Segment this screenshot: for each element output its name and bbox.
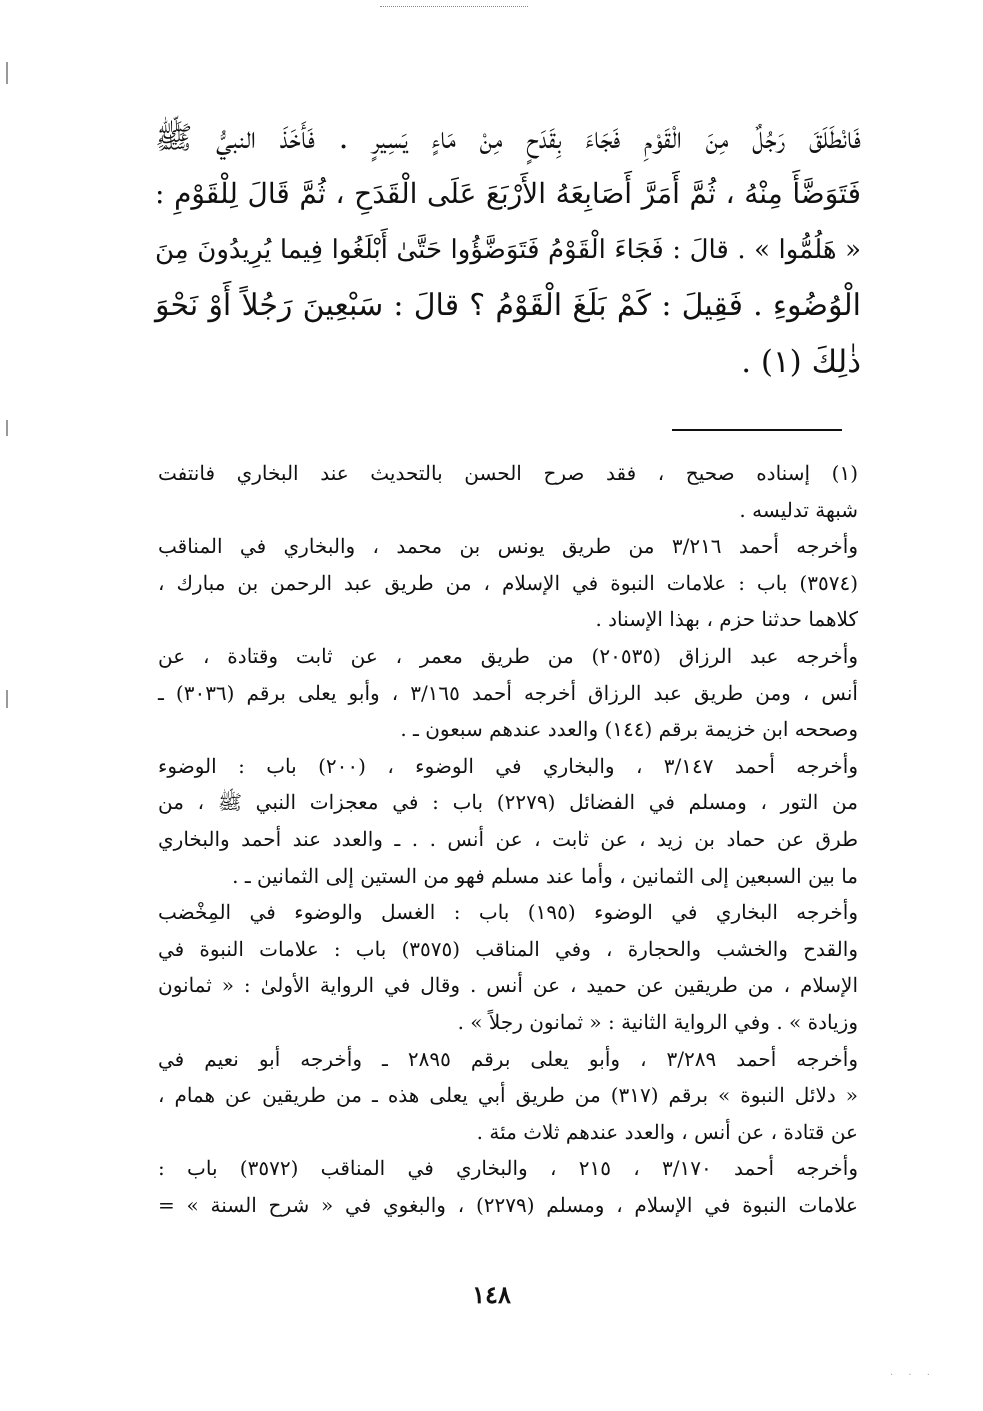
footnote-line: (٣٥٧٤) باب : علامات النبوة في الإسلام ، من طريق عبد الرحمن بن مبارك ، <box>158 570 858 595</box>
scan-edge-mark <box>6 62 8 84</box>
footnote-line: وزيادة » . وفي الرواية الثانية : « ثمانون رجلاً » . <box>457 1009 858 1034</box>
footnote-line: أنس ، ومن طريق عبد الرزاق أخرجه أحمد ٣/١٦٥ ، وأبو يعلى برقم (٣٠٣٦) ـ <box>158 680 858 705</box>
scan-edge-mark <box>6 420 8 436</box>
main-text-line: فَانْطَلَقَ رَجُلٌ مِنَ الْقَوْمِ فَجَاءَ بِقَدَحٍ مِنْ مَاءٍ يَسِيرٍ . فَأَخَذَ النبيُّ ﷺ <box>155 120 861 156</box>
main-text-line: فَتَوَضَّأَ مِنْهُ ، ثُمَّ أَمَرَّ أَصَابِعَهُ الأَرْبَعَ عَلَى الْقَدَحِ ، ثُمَّ قَالَ لِلْقَوْمِ : <box>155 177 861 210</box>
footnote-line: علامات النبوة في الإسلام ، ومسلم (٢٢٧٩) ، والبغوي في « شرح السنة » = <box>158 1192 858 1217</box>
main-text-line: ذٰلِكَ (١) . <box>741 344 861 380</box>
footnote-separator <box>672 429 842 431</box>
scan-edge-mark <box>6 690 8 708</box>
footnotes-block <box>158 455 858 1223</box>
footnote-line: وصححه ابن خزيمة برقم (١٤٤) والعدد عندهم سبعون ـ . <box>400 717 858 742</box>
footnote-line: وأخرجه أحمد ٣/١٤٧ ، والبخاري في الوضوء ، (٢٠٠) باب : الوضوء <box>158 753 858 778</box>
main-text-line: الْوُضُوءِ . فَقِيلَ : كَمْ بَلَغَ الْقَوْمُ ؟ قالَ : سَبْعِينَ رَجُلاً أَوْ نَحْوَ <box>155 288 861 323</box>
footnote-line: وأخرجه البخاري في الوضوء (١٩٥) باب : الغسل والوضوء في المِخْضب <box>158 900 859 925</box>
footnote-line: وأخرجه عبد الرزاق (٢٠٥٣٥) من طريق معمر ، عن ثابت وقتادة ، عن <box>158 643 858 668</box>
footnote-line: طرق عن حماد بن زيد ، عن ثابت ، عن أنس . . ـ والعدد عند أحمد والبخاري <box>158 826 858 851</box>
footnote-line: ما بين السبعين إلى الثمانين ، وأما عند مسلم فهو من الستين إلى الثمانين ـ . <box>232 863 858 888</box>
main-text-line: « هَلُمُّوا » . قالَ : فَجَاءَ الْقَوْمُ فَتَوَضَّؤُوا حَتَّىٰ أَبْلَغُوا فِيما يُرِيدُونَ مِنَ <box>155 235 861 265</box>
footnote-line: (١) إسناده صحيح ، فقد صرح الحسن بالتحديث عند البخاري فانتفت <box>158 461 858 485</box>
footnote-line: شبهة تدليسه . <box>739 497 858 522</box>
scan-artifact: · · · <box>890 1370 936 1381</box>
footnote-line: وأخرجه أحمد ٣/٢٨٩ ، وأبو يعلى برقم ٢٨٩٥ ـ وأخرجه أبو نعيم في <box>158 1046 858 1071</box>
footnote-line: عن قتادة ، عن أنس ، والعدد عندهم ثلاث مئة . <box>476 1119 858 1144</box>
top-edge-rule <box>380 6 528 7</box>
page-number: ١٤٨ <box>472 1280 511 1309</box>
main-text-block <box>155 110 861 390</box>
footnote-line: من التور ، ومسلم في الفضائل (٢٢٧٩) باب : في معجزات النبي ﷺ ، من <box>158 790 858 815</box>
footnote-line: « دلائل النبوة » برقم (٣١٧) من طريق أبي يعلى هذه ـ من طريقين عن همام ، <box>158 1083 858 1108</box>
footnote-line: وأخرجه أحمد ٣/١٧٠ ، ٢١٥ ، والبخاري في المناقب (٣٥٧٢) باب : <box>158 1156 859 1181</box>
footnote-line: والقدح والخشب والحجارة ، وفي المناقب (٣٥٧٥) باب : علامات النبوة في <box>158 936 858 961</box>
footnote-line: كلاهما حدثنا حزم ، بهذا الإسناد . <box>595 607 858 632</box>
footnote-line: وأخرجه أحمد ٣/٢١٦ من طريق يونس بن محمد ، والبخاري في المناقب <box>158 534 858 559</box>
footnote-line: الإسلام ، من طريقين عن حميد ، عن أنس . وقال في الرواية الأولىٰ : « ثمانون <box>158 973 858 998</box>
